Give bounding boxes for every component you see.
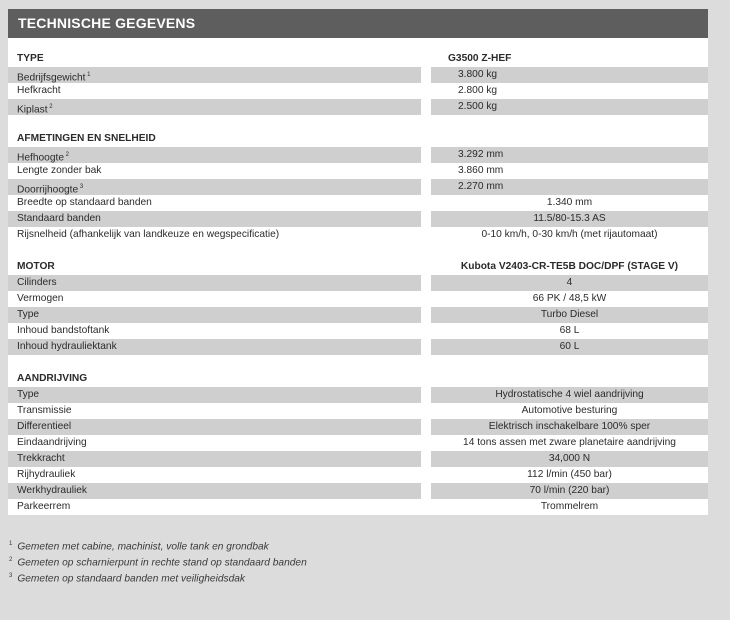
spec-label: Werkhydrauliek xyxy=(8,483,421,499)
spec-section xyxy=(8,131,708,243)
footnote xyxy=(9,568,307,584)
section-heading xyxy=(8,51,708,67)
spec-label: Cilinders xyxy=(8,275,421,291)
spec-label: Trekkracht xyxy=(8,451,421,467)
spec-section xyxy=(8,259,708,355)
footnote-marker: 2 xyxy=(47,104,53,110)
footnote xyxy=(9,552,307,568)
spec-label: Hefhoogte $^2$ xyxy=(8,147,421,163)
spec-sheet xyxy=(8,9,708,515)
spec-value: Turbo Diesel xyxy=(431,307,708,323)
spec-label: Kiplast $^2$ xyxy=(8,99,421,115)
spec-value: Elektrisch inschakelbare 100% sper xyxy=(431,419,708,435)
section-heading-value xyxy=(431,131,708,147)
sheet-title: TECHNISCHE GEGEVENS xyxy=(8,9,708,38)
spec-row xyxy=(8,467,708,483)
spec-value: Hydrostatische 4 wiel aandrijving xyxy=(431,387,708,403)
spec-row xyxy=(8,403,708,419)
spec-table xyxy=(8,38,708,515)
spec-label: Inhoud hydrauliektank xyxy=(8,339,421,355)
spec-value: 1.340 mm xyxy=(546,197,593,208)
footnote xyxy=(9,536,307,552)
spec-value: 2.270 mm xyxy=(431,179,708,195)
spec-label: Transmissie xyxy=(17,405,72,416)
spec-row xyxy=(8,435,708,451)
spec-label: Doorrijhoogte $^3$ xyxy=(8,179,421,195)
spec-value: 0-10 km/h, 0-30 km/h (met rijautomaat) xyxy=(481,229,658,240)
spec-label: Type xyxy=(8,307,421,323)
spec-label: Type xyxy=(8,387,421,403)
section-heading-value xyxy=(431,371,708,387)
footnotes xyxy=(9,536,307,584)
spec-row xyxy=(8,83,708,99)
spec-row xyxy=(8,499,708,515)
spec-row xyxy=(8,339,708,355)
footnote-marker: 2 xyxy=(64,152,70,158)
spec-label: Breedte op standaard banden xyxy=(17,197,152,208)
spec-value: Automotive besturing xyxy=(521,405,618,416)
footnote-number: 1 xyxy=(9,541,13,547)
spec-row xyxy=(8,451,708,467)
section-heading xyxy=(8,131,708,147)
spec-row xyxy=(8,99,708,115)
spec-label: Bedrijfsgewicht $^1$ xyxy=(8,67,421,83)
spec-row xyxy=(8,419,708,435)
spec-label: Standaard banden xyxy=(8,211,421,227)
spec-row xyxy=(8,483,708,499)
section-heading-label: TYPE xyxy=(8,51,421,67)
footnote-number: 3 xyxy=(9,573,13,579)
spec-label: Inhoud bandstoftank xyxy=(17,325,110,336)
spec-value: Trommelrem xyxy=(540,501,599,512)
spec-value: 3.800 kg xyxy=(431,67,708,83)
section-heading-label: AANDRIJVING xyxy=(8,371,421,387)
footnote-text: Gemeten op scharnierpunt in rechte stand op standaard banden xyxy=(17,557,307,569)
spec-label: Lengte zonder bak xyxy=(17,165,102,176)
spec-row xyxy=(8,227,708,243)
spec-row xyxy=(8,163,708,179)
footnote-number: 2 xyxy=(9,557,13,563)
spec-row xyxy=(8,307,708,323)
spec-label: Hefkracht xyxy=(17,85,61,96)
spec-value: 34,000 N xyxy=(431,451,708,467)
spec-value: 2.500 kg xyxy=(431,99,708,115)
spec-value: 4 xyxy=(431,275,708,291)
spec-label: Eindaandrijving xyxy=(17,437,87,448)
spec-row xyxy=(8,179,708,195)
spec-label: Vermogen xyxy=(17,293,64,304)
spec-value: 70 l/min (220 bar) xyxy=(431,483,708,499)
section-heading-value: G3500 Z-HEF xyxy=(431,51,708,67)
spec-row xyxy=(8,195,708,211)
spec-label: Rijsnelheid (afhankelijk van landkeuze en wegspecificatie) xyxy=(17,229,280,240)
footnote-marker: 3 xyxy=(78,184,84,190)
section-heading-label: MOTOR xyxy=(8,259,421,275)
section-heading-value: Kubota V2403-CR-TE5B DOC/DPF (STAGE V) xyxy=(431,259,708,275)
footnote-text: Gemeten met cabine, machinist, volle tank en grondbak xyxy=(17,541,269,553)
section-heading xyxy=(8,259,708,275)
spec-row xyxy=(8,291,708,307)
spec-value: 60 L xyxy=(431,339,708,355)
section-heading xyxy=(8,371,708,387)
spec-row xyxy=(8,323,708,339)
section-heading-label: AFMETINGEN EN SNELHEID xyxy=(8,131,421,147)
spec-value: 14 tons assen met zware planetaire aandrijving xyxy=(463,437,676,448)
spec-row xyxy=(8,211,708,227)
footnote-marker: 1 xyxy=(85,72,91,78)
spec-section xyxy=(8,371,708,515)
spec-value: 68 L xyxy=(559,325,580,336)
spec-label: Differentieel xyxy=(8,419,421,435)
spec-value: 11.5/80-15.3 AS xyxy=(431,211,708,227)
spec-value: 2.800 kg xyxy=(458,85,498,96)
spec-value: 3.292 mm xyxy=(431,147,708,163)
spec-label: Rijhydrauliek xyxy=(17,469,76,480)
footnote-text: Gemeten op standaard banden met veiligheidsdak xyxy=(17,573,246,585)
spec-section xyxy=(8,51,708,115)
spec-row xyxy=(8,387,708,403)
spec-row xyxy=(8,67,708,83)
spec-value: 3.860 mm xyxy=(458,165,504,176)
spec-label: Parkeerrem xyxy=(17,501,71,512)
spec-row xyxy=(8,147,708,163)
spec-row xyxy=(8,275,708,291)
spec-value: 66 PK / 48,5 kW xyxy=(532,293,607,304)
spec-value: 112 l/min (450 bar) xyxy=(527,469,612,480)
